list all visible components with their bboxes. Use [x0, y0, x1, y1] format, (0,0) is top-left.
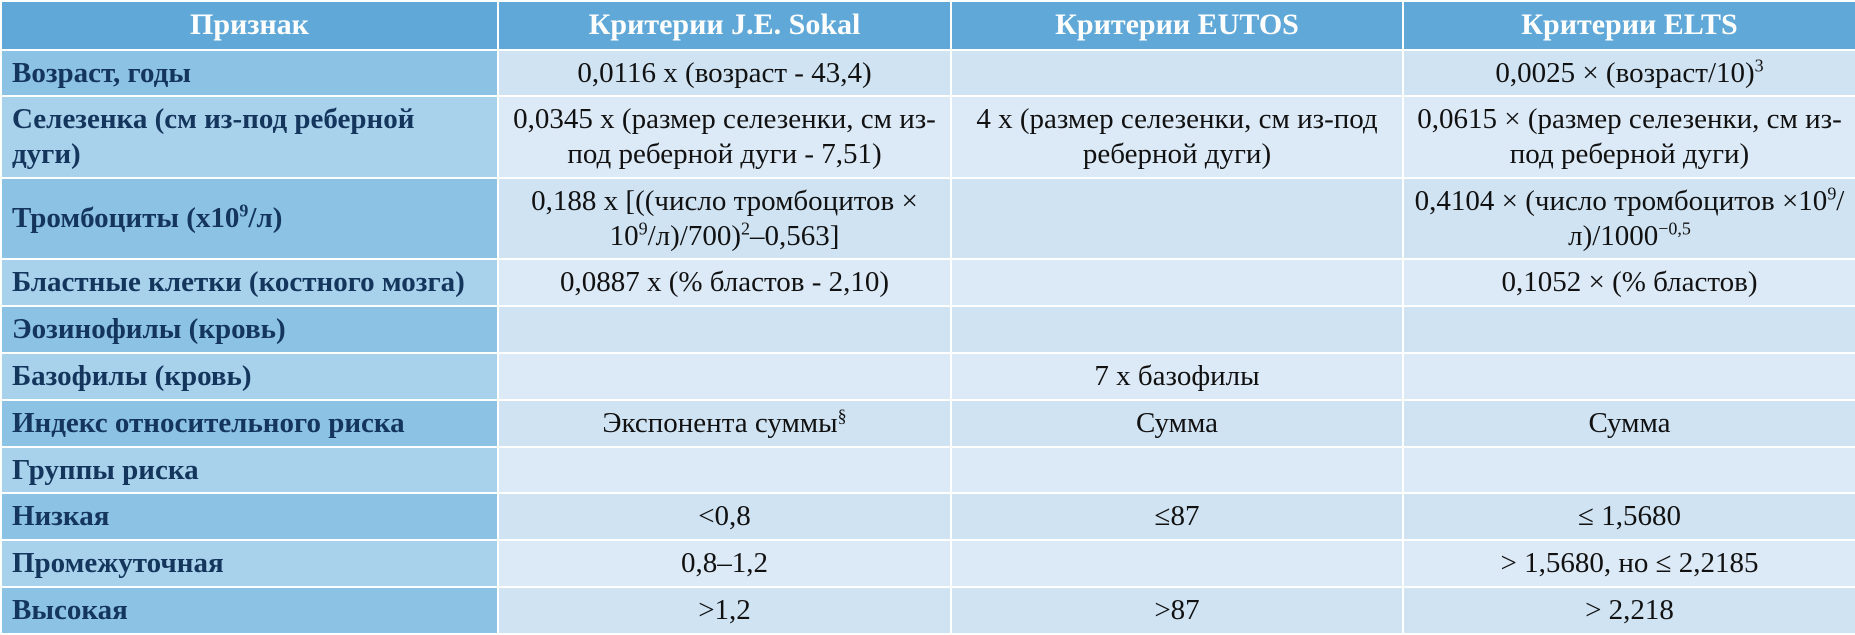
cell-eutos [951, 306, 1403, 353]
row-label-cell: Тромбоциты $(х10^9/л)$ [1, 178, 498, 260]
cell-sokal: 0,188 х [((число тромбоцитов × $10^9/л)/700)^2-0,563$] [498, 178, 951, 260]
column-header-eutos: Критерии EUTOS [951, 1, 1403, 50]
cell-sokal [498, 447, 951, 494]
table-row [1, 259, 1855, 306]
row-label-cell: Возраст, годы [1, 50, 498, 97]
cell-eutos: 4 х (размер селезенки, см из-под реберной дуги) [951, 96, 1403, 178]
cell-eutos: ≤87 [951, 493, 1403, 540]
cell-elts: 0,4104 × (число тромбоцитов $\times 10^9/л)/1000^{-0,5}$ [1403, 178, 1855, 260]
cell-elts: 0,0025 × (возраст/10)$^3$ [1403, 50, 1855, 97]
table-row [1, 447, 1855, 494]
cell-sokal [498, 306, 951, 353]
table-row [1, 400, 1855, 447]
cell-eutos [951, 50, 1403, 97]
cell-eutos: >87 [951, 587, 1403, 634]
cell-eutos: 7 х базофилы [951, 353, 1403, 400]
cell-elts: > 2,218 [1403, 587, 1855, 634]
cell-elts: Сумма [1403, 400, 1855, 447]
row-label-cell: Индекс относительного риска [1, 400, 498, 447]
cell-elts: 0,1052 × (% бластов) [1403, 259, 1855, 306]
table-row [1, 96, 1855, 178]
cell-eutos [951, 447, 1403, 494]
cell-eutos [951, 178, 1403, 260]
table-row [1, 178, 1855, 260]
table-row [1, 353, 1855, 400]
cell-sokal: 0,0116 х (возраст - 43,4) [498, 50, 951, 97]
cell-elts: 0,0615 × (размер селезенки, см из-под реберной дуги) [1403, 96, 1855, 178]
cell-eutos [951, 259, 1403, 306]
row-label-cell: Селезенка (см из-под реберной дуги) [1, 96, 498, 178]
cell-elts: ≤ 1,5680 [1403, 493, 1855, 540]
cell-elts [1403, 353, 1855, 400]
row-label-cell: Бластные клетки (костного мозга) [1, 259, 498, 306]
table-header [1, 1, 1855, 50]
cell-eutos [951, 540, 1403, 587]
cell-sokal [498, 353, 951, 400]
column-header-feature: Признак [1, 1, 498, 50]
header-row [1, 1, 1855, 50]
row-label-cell: Эозинофилы (кровь) [1, 306, 498, 353]
table-row [1, 587, 1855, 634]
cell-sokal: 0,8–1,2 [498, 540, 951, 587]
cell-sokal: 0,0887 х (% бластов - 2,10) [498, 259, 951, 306]
cell-sokal: Экспонента суммы§ [498, 400, 951, 447]
row-label-cell: Промежуточная [1, 540, 498, 587]
table-row [1, 540, 1855, 587]
row-label-cell: Базофилы (кровь) [1, 353, 498, 400]
row-label-cell: Группы риска [1, 447, 498, 494]
table-row [1, 306, 1855, 353]
row-label-cell: Высокая [1, 587, 498, 634]
column-header-sokal: Критерии J.E. Sokal [498, 1, 951, 50]
row-label-cell: Низкая [1, 493, 498, 540]
table-row [1, 50, 1855, 97]
column-header-elts: Критерии ELTS [1403, 1, 1855, 50]
cell-sokal: >1,2 [498, 587, 951, 634]
table-row [1, 493, 1855, 540]
cell-sokal: 0,0345 х (размер селезенки, см из-под реберной дуги - 7,51) [498, 96, 951, 178]
cell-elts [1403, 447, 1855, 494]
cell-eutos: Сумма [951, 400, 1403, 447]
cell-elts: > 1,5680, но ≤ 2,2185 [1403, 540, 1855, 587]
cell-sokal: <0,8 [498, 493, 951, 540]
table-body [1, 50, 1855, 634]
cell-elts [1403, 306, 1855, 353]
